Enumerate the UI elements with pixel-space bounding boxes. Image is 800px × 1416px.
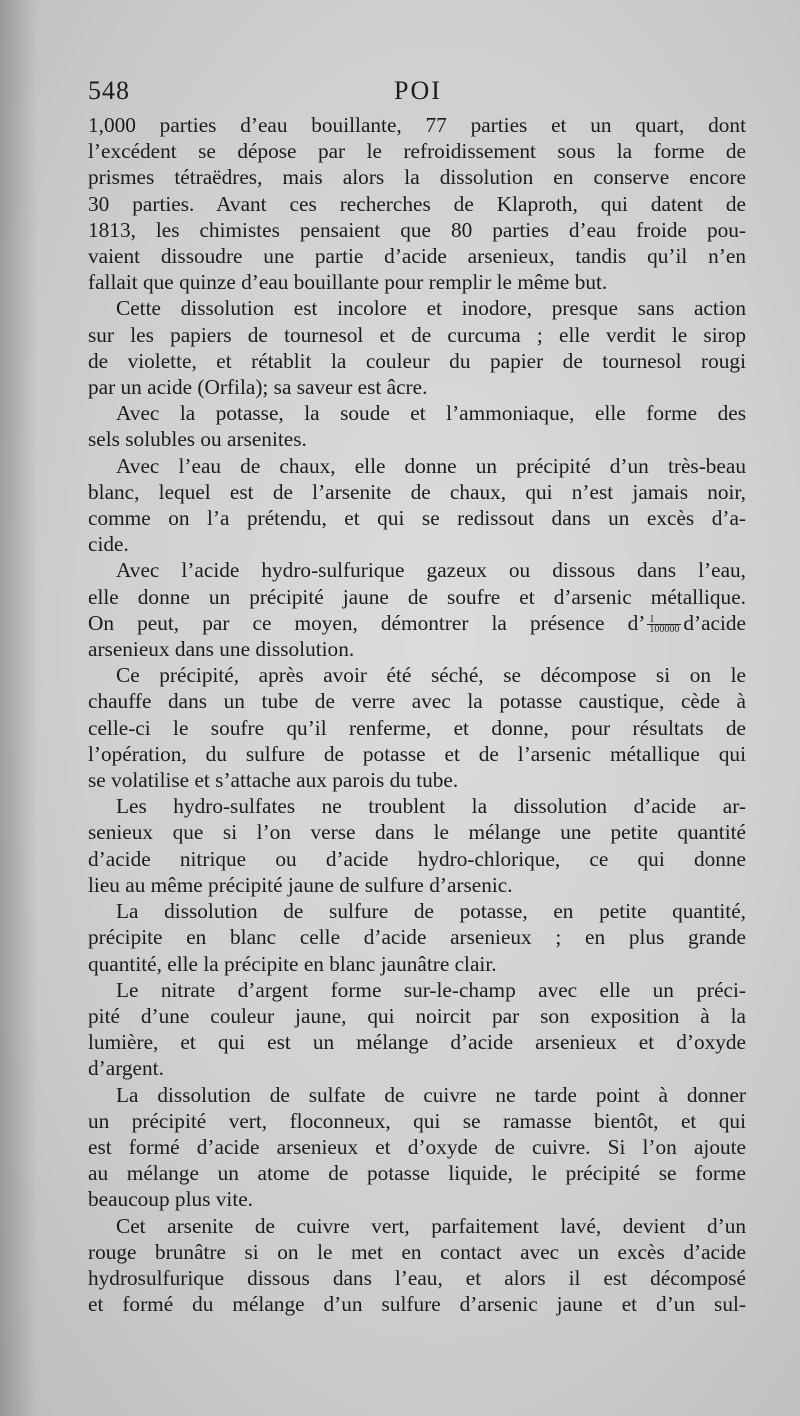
text-line-content: elle donne un précipité jaune de soufre et d’arsenic métallique. bbox=[88, 584, 746, 609]
text-line bbox=[88, 217, 746, 243]
text-line-content: 1,000 parties d’eau bouillante, 77 parties et un quart, dont bbox=[88, 113, 746, 137]
text-line bbox=[88, 610, 746, 636]
text-line bbox=[88, 951, 746, 977]
text-line-content: Ce précipité, après avoir été séché, se décompose si on le bbox=[116, 663, 746, 688]
fraction-denominator: 100000 bbox=[649, 624, 680, 636]
text-line-content: On peut, par ce moyen, démontrer la présence d’ bbox=[88, 610, 646, 635]
text-line bbox=[88, 846, 746, 872]
text-line-content: d’acide nitrique ou d’acide hydro-chlorique, ce qui donne bbox=[88, 846, 746, 871]
text-line-content: de violette, et rétablit la couleur du papier de tournesol rougi bbox=[88, 348, 746, 373]
text-line bbox=[88, 1186, 746, 1212]
text-line bbox=[88, 138, 746, 164]
text-line-content: beaucoup plus vite. bbox=[88, 1187, 254, 1212]
text-line bbox=[88, 741, 746, 767]
text-line-content: Cet arsenite de cuivre vert, parfaitement lavé, devient d’un bbox=[116, 1213, 746, 1238]
text-line-content: prismes tétraëdres, mais alors la dissolution en conserve encore bbox=[88, 165, 746, 190]
text-line bbox=[88, 269, 746, 295]
text-line bbox=[88, 374, 746, 400]
text-line-continuation: d’acide bbox=[683, 610, 746, 635]
text-line bbox=[88, 1213, 746, 1239]
text-line bbox=[88, 243, 746, 269]
text-line-content: La dissolution de sulfure de potasse, en petite quantité, bbox=[116, 899, 746, 924]
text-line-content: La dissolution de sulfate de cuivre ne tarde point à donner bbox=[116, 1082, 746, 1107]
text-line bbox=[88, 164, 746, 190]
text-line bbox=[88, 662, 746, 688]
text-line bbox=[88, 1082, 746, 1108]
text-line bbox=[88, 479, 746, 505]
text-line-content: rouge brunâtre si on le met en contact avec un excès d’acide bbox=[88, 1239, 746, 1264]
text-line bbox=[88, 819, 746, 845]
text-line-content: hydrosulfurique dissous dans l’eau, et alors il est décomposé bbox=[88, 1265, 746, 1290]
text-line-content: l’excédent se dépose par le refroidissement sous la forme de bbox=[88, 139, 746, 164]
text-line bbox=[88, 400, 746, 426]
text-line-content: sur les papiers de tournesol et de curcuma ; elle verdit le sirop bbox=[88, 322, 746, 347]
text-line bbox=[88, 636, 746, 662]
text-line bbox=[88, 1134, 746, 1160]
text-line bbox=[88, 715, 746, 741]
text-line bbox=[88, 1160, 746, 1186]
text-line-content: quantité, elle la précipite en blanc jaunâtre clair. bbox=[88, 951, 497, 976]
body-text bbox=[88, 112, 746, 1317]
text-line-content: comme on l’a prétendu, et qui se redissout dans un excès d’a- bbox=[88, 506, 746, 531]
text-line-content: pité d’une couleur jaune, qui noircit par son exposition à la bbox=[88, 1003, 746, 1028]
text-line-content: lieu au même précipité jaune de sulfure d’arsenic. bbox=[88, 872, 513, 897]
text-line-content: lumière, et qui est un mélange d’acide arsenieux et d’oxyde bbox=[88, 1030, 746, 1055]
text-line-content: l’opération, du sulfure de potasse et de l’arsenic métallique qui bbox=[88, 741, 746, 766]
text-line-content: est formé d’acide arsenieux et d’oxyde de cuivre. Si l’on ajoute bbox=[88, 1134, 746, 1159]
text-line-content: d’argent. bbox=[88, 1056, 164, 1081]
text-line-content: senieux que si l’on verse dans le mélange une petite quantité bbox=[88, 820, 746, 845]
text-line bbox=[88, 1029, 746, 1055]
text-line-content: blanc, lequel est de l’arsenite de chaux, qui n’est jamais noir, bbox=[88, 479, 746, 504]
text-line bbox=[88, 426, 746, 452]
text-line bbox=[88, 872, 746, 898]
text-line bbox=[88, 1003, 746, 1029]
text-line bbox=[88, 453, 746, 479]
text-line bbox=[88, 112, 746, 138]
text-line-content: Avec l’acide hydro-sulfurique gazeux ou dissous dans l’eau, bbox=[116, 558, 746, 583]
text-line-content: se volatilise et s’attache aux parois du tube. bbox=[88, 768, 459, 793]
text-line bbox=[88, 505, 746, 531]
text-line-content: arsenieux dans une dissolution. bbox=[88, 637, 355, 662]
text-line-content: chauffe dans un tube de verre avec la potasse caustique, cède à bbox=[88, 689, 746, 714]
running-head: POI bbox=[394, 76, 442, 105]
text-line bbox=[88, 191, 746, 217]
text-line-content: 30 parties. Avant ces recherches de Klaproth, qui datent de bbox=[88, 191, 746, 216]
text-line-content: Cette dissolution est incolore et inodore, presque sans action bbox=[116, 296, 746, 321]
fraction-numerator: 1 bbox=[647, 615, 681, 625]
text-line-content: précipite en blanc celle d’acide arsenieux ; en plus grande bbox=[88, 925, 746, 950]
text-line-content: un précipité vert, floconneux, qui se ramasse bientôt, et qui bbox=[88, 1108, 746, 1133]
text-line bbox=[88, 977, 746, 1003]
text-line-content: vaient dissoudre une partie d’acide arsenieux, tandis qu’il n’en bbox=[88, 244, 746, 269]
text-line-content: au mélange un atome de potasse liquide, le précipité se forme bbox=[88, 1161, 746, 1186]
text-line-content: sels solubles ou arsenites. bbox=[88, 427, 307, 452]
text-line-content: Avec la potasse, la soude et l’ammoniaque, elle forme des bbox=[116, 401, 746, 426]
text-line bbox=[88, 348, 746, 374]
text-line bbox=[88, 793, 746, 819]
text-line-content: cide. bbox=[88, 532, 129, 557]
text-line bbox=[88, 322, 746, 348]
text-line bbox=[88, 1291, 746, 1317]
text-line-content: par un acide (Orfila); sa saveur est âcre. bbox=[88, 375, 428, 400]
text-line bbox=[88, 1108, 746, 1134]
text-line-content: celle-ci le soufre qu’il renferme, et donne, pour résultats de bbox=[88, 715, 746, 740]
text-line bbox=[88, 1265, 746, 1291]
text-line bbox=[88, 688, 746, 714]
page-number: 548 bbox=[88, 76, 130, 105]
text-line-content: Avec l’eau de chaux, elle donne un précipité d’un très-beau bbox=[116, 453, 746, 478]
text-line bbox=[88, 1239, 746, 1265]
text-line-content: Le nitrate d’argent forme sur-le-champ avec elle un préci- bbox=[116, 977, 746, 1002]
text-line-content: Les hydro-sulfates ne troublent la dissolution d’acide ar- bbox=[116, 794, 746, 819]
text-line bbox=[88, 767, 746, 793]
text-line bbox=[88, 584, 746, 610]
text-line bbox=[88, 557, 746, 583]
page-header bbox=[88, 76, 748, 110]
text-line bbox=[88, 924, 746, 950]
text-line-content: et formé du mélange d’un sulfure d’arsenic jaune et d’un sul- bbox=[88, 1292, 746, 1317]
text-line bbox=[88, 295, 746, 321]
text-line-content: fallait que quinze d’eau bouillante pour remplir le même but. bbox=[88, 270, 608, 295]
text-line bbox=[88, 1055, 746, 1081]
fraction bbox=[647, 615, 681, 634]
text-line bbox=[88, 531, 746, 557]
text-line bbox=[88, 898, 746, 924]
text-line-content: 1813, les chimistes pensaient que 80 parties d’eau froide pou- bbox=[88, 217, 746, 242]
